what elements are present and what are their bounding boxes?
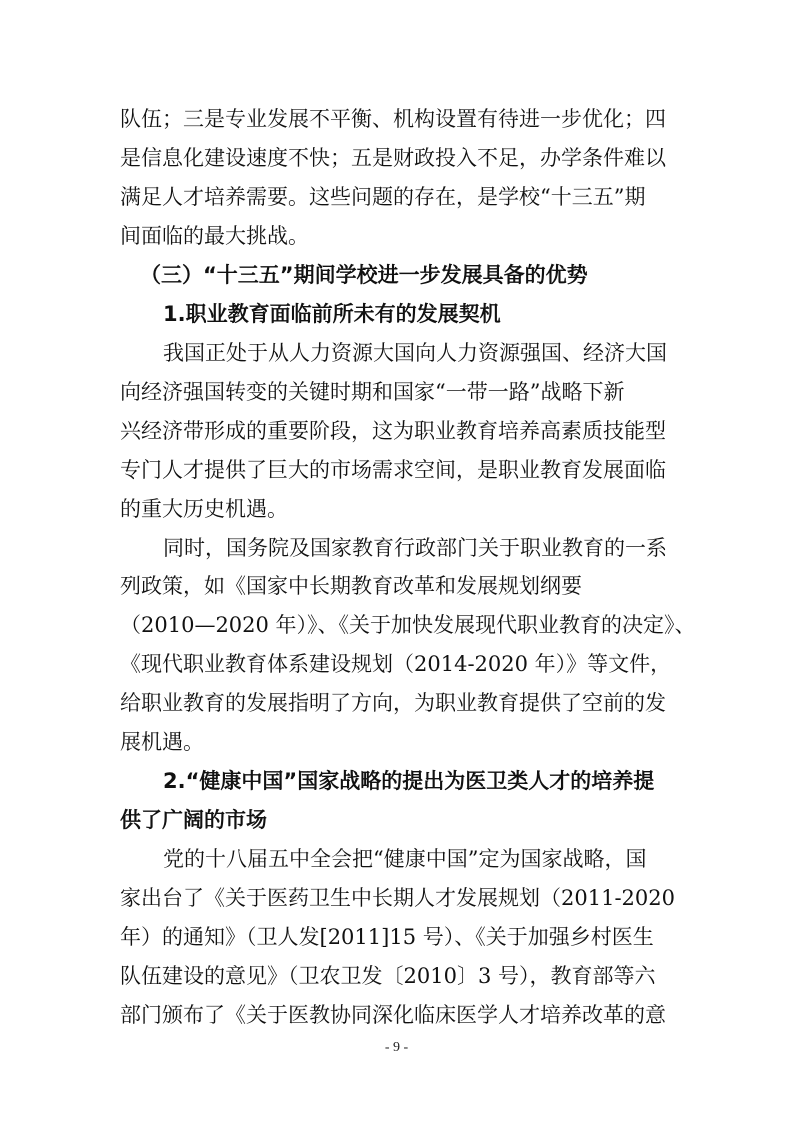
text-line: 我国正处于从人力资源大国向人力资源强国、经济大国: [163, 341, 667, 365]
subheading-1: 1.职业教育面临前所未有的发展契机: [163, 302, 501, 326]
text-line: 同时，国务院及国家教育行政部门关于职业教育的一系: [163, 536, 667, 560]
text-line: 满足人才培养需要。这些问题的存在，是学校“十三五”期: [120, 185, 646, 209]
text-line: 的重大历史机遇。: [120, 497, 288, 521]
text-line: 年）的通知》（卫人发[2011]15 号）、《关于加强乡村医生: [120, 925, 654, 949]
text-line: 展机遇。: [120, 730, 204, 754]
text-line: 列政策，如《国家中长期教育改革和发展规划纲要: [120, 574, 582, 598]
heading-line: 供了广阔的市场: [120, 808, 267, 832]
text-line: 队伍建设的意见》（卫农卫发〔2010〕3 号），教育部等六: [120, 964, 656, 988]
text-line: 给职业教育的发展指明了方向，为职业教育提供了空前的发: [120, 691, 666, 715]
page-number: - 9 -: [384, 1040, 409, 1055]
section-heading: （三）“十三五”期间学校进一步发展具备的优势: [140, 263, 588, 287]
text-line: 专门人才提供了巨大的市场需求空间，是职业教育发展面临: [120, 458, 666, 482]
text-line: 间面临的最大挑战。: [120, 224, 309, 248]
text-line: 党的十八届五中全会把“健康中国”定为国家战略，国: [163, 847, 647, 871]
text-line: 部门颁布了《关于医教协同深化临床医学人才培养改革的意: [120, 1003, 666, 1027]
text-line: 家出台了《关于医药卫生中长期人才发展规划（2011-2020: [120, 886, 675, 910]
text-line: 队伍；三是专业发展不平衡、机构设置有待进一步优化；四: [120, 107, 666, 131]
text-line: 《现代职业教育体系建设规划（2014-2020 年）》等文件，: [120, 652, 672, 676]
heading-line: 2.“健康中国”国家战略的提出为医卫类人才的培养提: [163, 769, 655, 793]
text-line: 兴经济带形成的重要阶段，这为职业教育培养高素质技能型: [120, 419, 666, 443]
text-line: 是信息化建设速度不快；五是财政投入不足，办学条件难以: [120, 146, 666, 170]
text-line: 向经济强国转变的关键时期和国家“一带一路”战略下新: [120, 380, 625, 404]
text-line: （2010—2020 年）》、《关于加快发展现代职业教育的决定》、: [120, 613, 696, 637]
